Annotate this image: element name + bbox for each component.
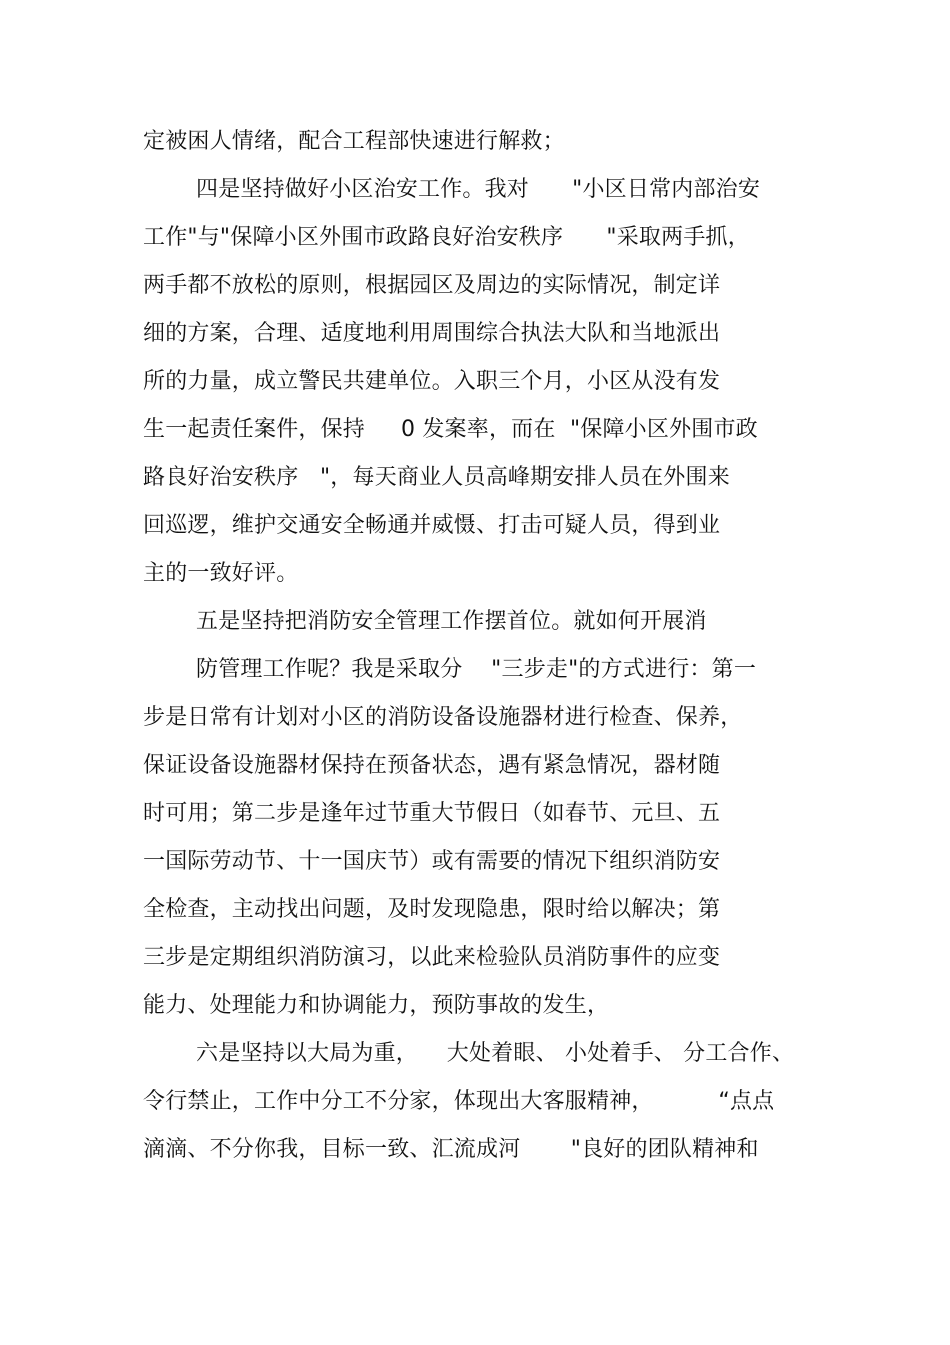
text-line: 滴滴、不分你我，目标一致、汇流成河 "良好的团队精神和 <box>143 1137 759 1162</box>
paragraph-line: 防管理工作呢？我是采取分 "三步走"的方式进行：第一 <box>196 657 757 682</box>
text-line: 路良好治安秩序 "，每天商业人员高峰期安排人员在外围来 <box>143 465 730 490</box>
text-line: 工作"与"保障小区外围市政路良好治安秩序 "采取两手抓， <box>143 225 750 250</box>
text-line: 细的方案，合理、适度地利用周围综合执法大队和当地派出 <box>143 321 721 346</box>
text-line: 三步是定期组织消防演习，以此来检验队员消防事件的应变 <box>143 945 721 970</box>
text-line: 定被困人情绪，配合工程部快速进行解救； <box>143 129 565 154</box>
text-line: 保证设备设施器材保持在预备状态，遇有紧急情况，器材随 <box>143 753 721 778</box>
text-line: 回巡逻，维护交通安全畅通并威慑、打击可疑人员，得到业 <box>143 513 721 538</box>
text-line: 所的力量，成立警民共建单位。入职三个月，小区从没有发 <box>143 369 721 394</box>
text-line: 令行禁止，工作中分工不分家，体现出大客服精神， “点点 <box>143 1089 775 1114</box>
text-line: 主的一致好评。 <box>143 561 299 586</box>
paragraph-line: 五是坚持把消防安全管理工作摆首位。就如何开展消 <box>196 609 707 634</box>
text-line: 能力、处理能力和协调能力，预防事故的发生， <box>143 993 610 1018</box>
text-line: 全检查，主动找出问题，及时发现隐患，限时给以解决；第 <box>143 897 721 922</box>
paragraph-line: 四是坚持做好小区治安工作。我对 "小区日常内部治安 <box>196 177 761 202</box>
text-line: 时可用；第二步是逢年过节重大节假日（如春节、元旦、五 <box>143 801 721 826</box>
text-line: 两手都不放松的原则，根据园区及周边的实际情况，制定详 <box>143 273 721 298</box>
text-line: 步是日常有计划对小区的消防设备设施器材进行检查、保养， <box>143 705 743 730</box>
paragraph-line: 六是坚持以大局为重， 大处着眼、 小处着手、 分工合作、 <box>196 1041 795 1066</box>
text-line: 一国际劳动节、十一国庆节）或有需要的情况下组织消防安 <box>143 849 721 874</box>
text-line: 生一起责任案件，保持 0 发案率，而在 "保障小区外围市政 <box>143 417 758 442</box>
body-text <box>143 118 823 1174</box>
